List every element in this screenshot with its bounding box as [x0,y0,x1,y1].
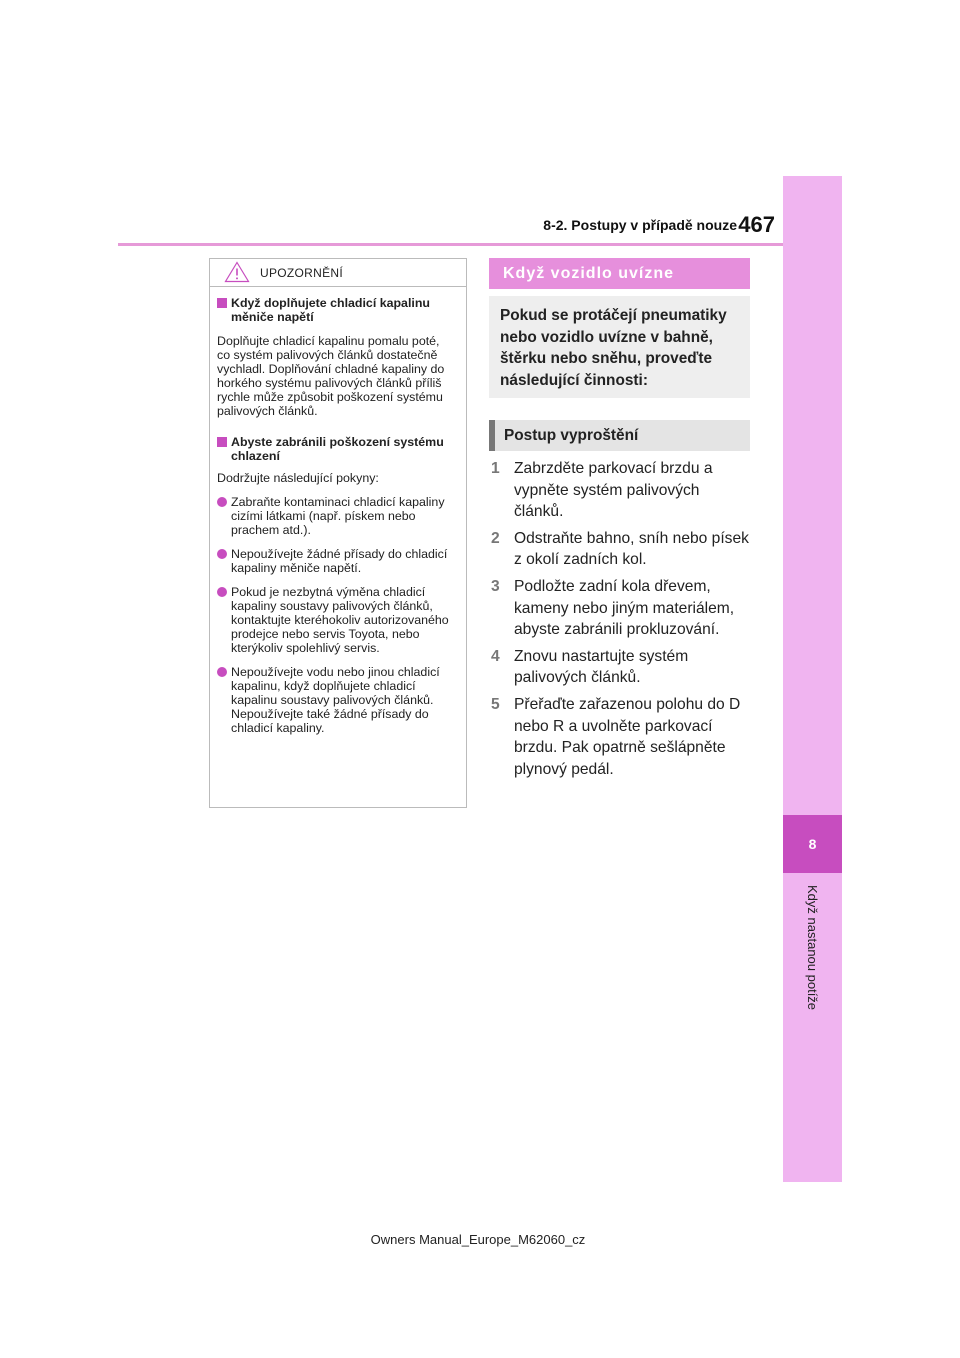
page-footer [0,1232,960,1247]
circle-bullet-icon [217,497,227,507]
warning-header [210,259,466,287]
warning-title: UPOZORNĚNÍ [260,265,344,280]
warning-body [210,287,466,735]
page-number: 467 [738,212,775,237]
procedure-title: Postup vyproštění [489,420,750,451]
procedure-step [491,694,753,780]
footer-text: Owners Manual_Europe_M62060_cz [370,1232,586,1247]
section-banner: Když vozidlo uvízne [489,258,750,289]
warning-bullet-item [217,547,456,575]
warning-bullet-item [217,585,456,655]
circle-bullet-icon [217,587,227,597]
chapter-label [783,885,842,1045]
step-number: 4 [491,647,500,665]
circle-bullet-icon [217,667,227,677]
square-bullet-icon [217,298,227,308]
circle-bullet-icon [217,549,227,559]
warning-bullet-item [217,495,456,537]
step-text: Podložte zadní kola dřevem, kameny nebo jiným materiálem, abyste zabránili prokluzování. [514,577,735,639]
warning-bullet-text: Zabraňte kontaminaci chladicí kapaliny cizími látkami (např. pískem nebo prachem atd.). [231,495,445,537]
procedure-steps [491,458,753,785]
step-text: Zabrzděte parkovací brzdu a vypněte systém palivových článků. [514,460,713,521]
step-number: 2 [491,529,500,547]
procedure-step [491,646,753,689]
intro-box: Pokud se protáčejí pneumatiky nebo vozidlo uvízne v bahně, štěrku nebo sněhu, proveďte následující činnosti: [489,296,750,398]
procedure-step [491,528,753,571]
warning-bullet-text: Pokud je nezbytná výměna chladicí kapaliny soustavy palivových článků, kontaktujte kteréhokoliv autorizovaného prodejce nebo servis Toyota, nebo kterýkoliv spolehlivý servis. [231,585,449,655]
warning-bullet-text: Nepoužívejte žádné přísady do chladicí kapaliny měniče napětí. [231,547,448,575]
procedure-step [491,458,753,523]
warning-bullet-item [217,665,456,735]
step-text: Přeřaďte zařazenou polohu do D nebo R a uvolněte parkovací brzdu. Pak opatrně sešlápněte plynový pedál. [514,695,741,778]
warning-heading-text: Když doplňujete chladicí kapalinu měniče napětí [231,296,430,324]
chapter-label-text: Když nastanou potíže [805,885,820,1011]
step-text: Znovu nastartujte systém palivových článků. [514,647,689,687]
warning-paragraph: Doplňujte chladicí kapalinu pomalu poté, co systém palivových článků dostatečně vychladl. Doplňování chladné kapaliny do horkého systému palivových článků příliš rychle může způsobit poškození systému palivových článků. [217,334,445,418]
warning-triangle-icon [224,261,250,283]
square-bullet-icon [217,437,227,447]
step-number: 3 [491,577,500,595]
warning-heading-cooling-system [217,435,456,463]
warning-box [209,258,467,808]
step-number: 1 [491,460,500,477]
warning-bullet-text: Nepoužívejte vodu nebo jinou chladicí kapalinu, když doplňujete chladicí kapalinu soustavy palivových článků. Nepoužívejte také žádné přísady do chladicí kapaliny. [231,665,440,735]
step-number: 5 [491,695,500,713]
warning-heading-coolant [217,296,456,324]
chapter-number: 8 [783,815,842,873]
step-text: Odstraňte bahno, sníh nebo písek z okolí zadních kol. [514,529,749,569]
warning-heading-text: Abyste zabránili poškození systému chlazení [231,435,444,463]
header-divider [118,243,783,246]
section-title: 8-2. Postupy v případě nouze [543,217,737,233]
procedure-step [491,576,753,641]
warning-paragraph: Dodržujte následující pokyny: [217,471,379,485]
